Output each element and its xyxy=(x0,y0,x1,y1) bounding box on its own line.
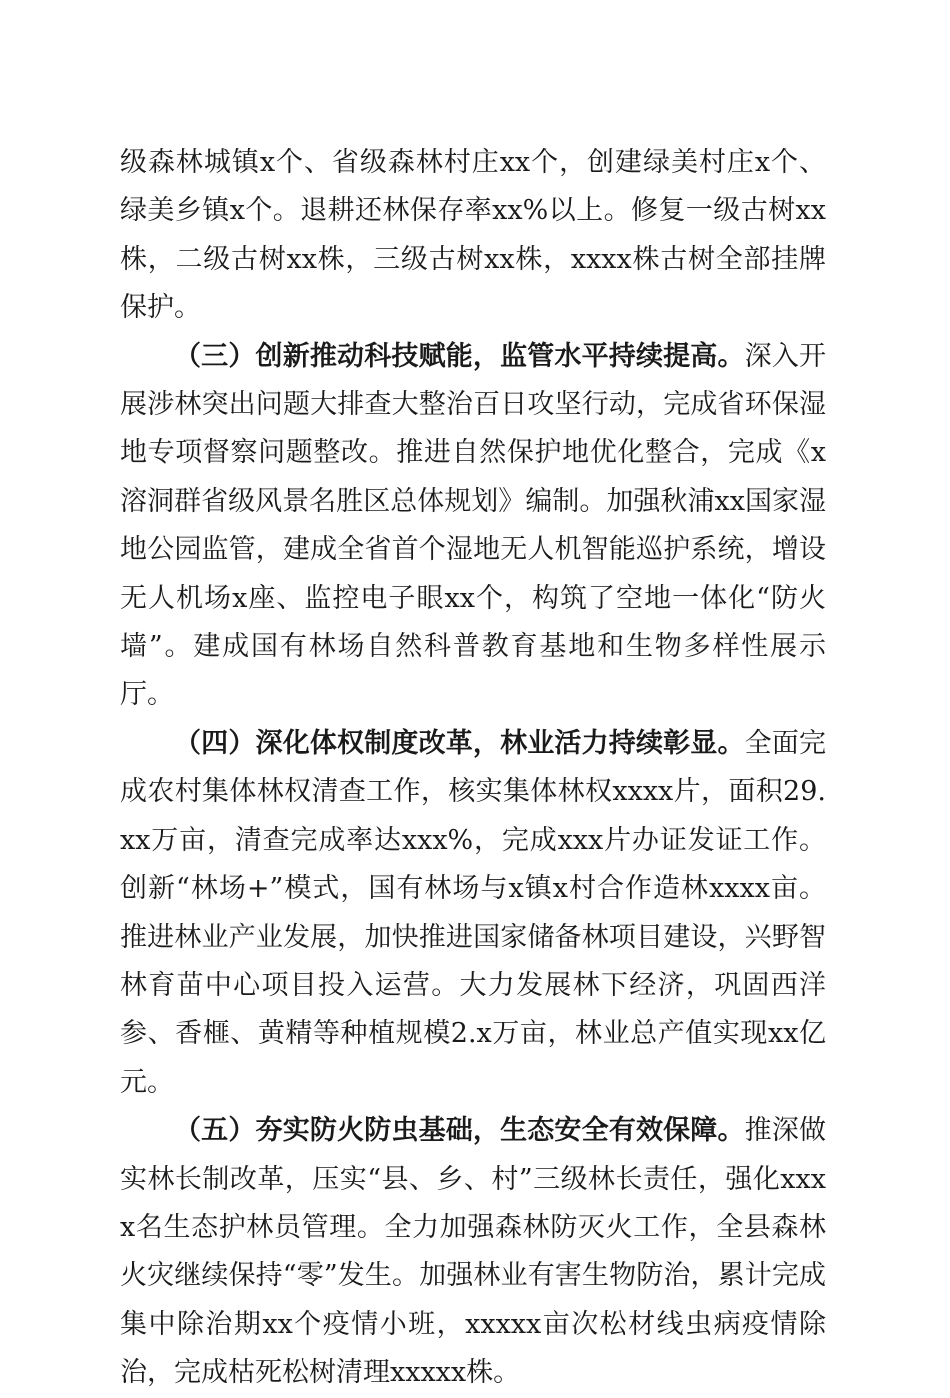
section-heading: （五）夯实防火防虫基础，生态安全有效保障。 xyxy=(174,1115,745,1147)
paragraph-body: 全面完成农村集体林权清查工作，核实集体林权xxxx片，面积29.xx万亩，清查完成率达xxx%，完成xxx片办证发证工作。创新“林场+”模式，国有林场与x镇x村合作造林xxxx亩。推进林业产业发展，加快推进国家储备林项目建设，兴野智林育苗中心项目投入运营。大力发展林下经济，巩固西洋参、香榧、黄精等种植规模2.x万亩，林业总产值实现xx亿元。 xyxy=(120,727,827,1098)
paragraph-section-3 xyxy=(120,333,826,720)
paragraph-section-5 xyxy=(120,1107,826,1397)
paragraph-body: 推深做实林长制改革，压实“县、乡、村”三级林长责任，强化xxxx名生态护林员管理。全力加强森林防灭火工作，全县森林火灾继续保持“零”发生。加强林业有害生物防治，累计完成集中除治期xx个疫情小班，xxxxx亩次松材线虫病疫情除治，完成枯死松树清理xxxxx株。 xyxy=(120,1115,827,1389)
section-heading: （三）创新推动科技赋能，监管水平持续提高。 xyxy=(174,340,745,372)
paragraph-section-4 xyxy=(120,720,826,1107)
document-body xyxy=(120,139,826,1398)
paragraph-continuation xyxy=(120,139,826,333)
paragraph-body: 深入开展涉林突出问题大排查大整治百日攻坚行动，完成省环保湿地专项督察问题整改。推进自然保护地优化整合，完成《x溶洞群省级风景名胜区总体规划》编制。加强秋浦xx国家湿地公园监管，建成全省首个湿地无人机智能巡护系统，增设无人机场x座、监控电子眼xx个，构筑了空地一体化“防火墙”。建成国有林场自然科普教育基地和生物多样性展示厅。 xyxy=(120,340,827,711)
paragraph-body: 级森林城镇x个、省级森林村庄xx个，创建绿美村庄x个、绿美乡镇x个。退耕还林保存率xx%以上。修复一级古树xx株，二级古树xx株，三级古树xx株，xxxx株古树全部挂牌保护。 xyxy=(120,147,826,324)
section-heading: （四）深化体权制度改革，林业活力持续彰显。 xyxy=(174,727,745,759)
